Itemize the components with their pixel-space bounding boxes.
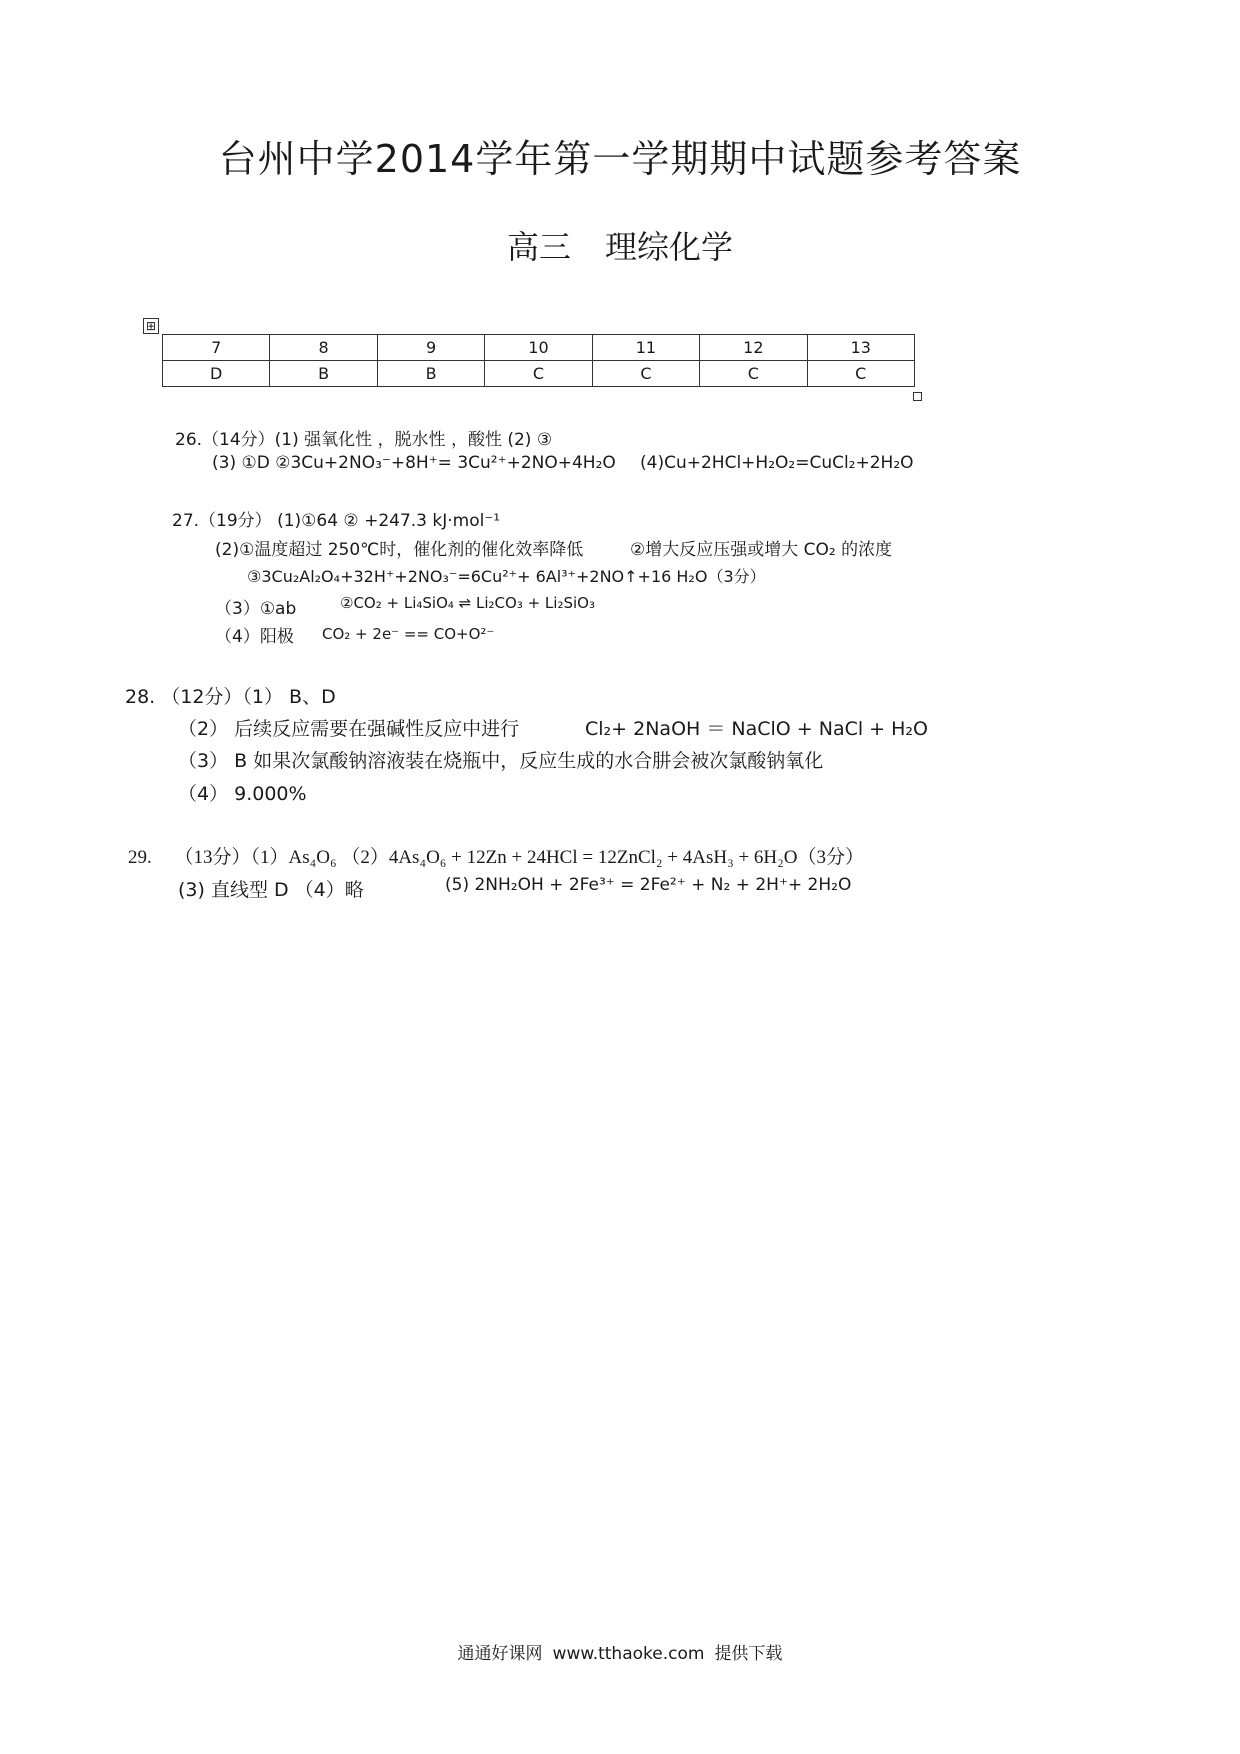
question-number-cell: 11 (592, 335, 699, 361)
q27-line3: ③3Cu₂Al₂O₄+32H⁺+2NO₃⁻=6Cu²⁺+ 6Al³⁺+2NO↑+16 H₂O（3分） (247, 567, 766, 586)
q27-line5b: CO₂ + 2e⁻ == CO+O²⁻ (322, 625, 495, 643)
q28-line2b: Cl₂+ 2NaOH ＝ NaClO + NaCl + H₂O (585, 718, 929, 740)
q26-line2b: (4)Cu+2HCl+H₂O₂=CuCl₂+2H₂O (640, 453, 914, 473)
footer-suffix: 提供下载 (714, 1644, 783, 1664)
answer-cell: C (592, 361, 699, 387)
question-number-cell: 12 (700, 335, 807, 361)
q29-line2b: (5) 2NH₂OH + 2Fe³⁺ = 2Fe²⁺ + N₂ + 2H⁺+ 2H₂O (445, 875, 852, 895)
page-footer (0, 1639, 1240, 1664)
answer-cell: C (485, 361, 592, 387)
q28-line4: （4） 9.000% (178, 783, 307, 805)
q29-head (128, 842, 864, 869)
answer-row (163, 361, 915, 387)
answer-cell: B (270, 361, 377, 387)
question-number-cell: 8 (270, 335, 377, 361)
q27-line4b: ②CO₂ + Li₄SiO₄ ⇌ Li₂CO₃ + Li₂SiO₃ (340, 594, 595, 612)
table-move-icon: ⊞ (143, 318, 159, 334)
page-subtitle (0, 222, 1240, 268)
choice-answer-table (162, 334, 915, 387)
q26-head: 26.（14分）(1) 强氧化性 ，脱水性 ，酸性 (2) ③ (175, 430, 553, 450)
q27-line2b: ②增大反应压强或增大 CO₂ 的浓度 (630, 540, 893, 560)
q28-line2a: （2） 后续反应需要在强碱性反应中进行 (178, 718, 520, 740)
answer-cell: C (807, 361, 914, 387)
q29-head-text: （13分）（1）As₄O₆ （2）4As₄O₆ + 12Zn + 24HCl = 12ZnCl₂ + 4AsH₃ + 6H₂O（3分） (174, 847, 864, 868)
q28-line3: （3） B 如果次氯酸钠溶液装在烧瓶中，反应生成的水合肼会被次氯酸钠氧化 (178, 750, 824, 772)
q29-line2a: (3) 直线型 D （4）略 (178, 879, 364, 901)
question-number-cell: 9 (377, 335, 484, 361)
answer-cell: D (163, 361, 270, 387)
subject-label: 理综化学 (605, 228, 734, 266)
q27-line2a: (2)①温度超过 250℃时，催化剂的催化效率降低 (215, 540, 584, 560)
question-number-cell: 13 (807, 335, 914, 361)
answer-cell: B (377, 361, 484, 387)
q27-line4a: （3）①ab (215, 599, 297, 619)
page-title: 台州中学2014学年第一学期期中试题参考答案 (218, 137, 1022, 181)
question-number-cell: 10 (485, 335, 592, 361)
q29-number: 29. (128, 847, 152, 868)
footer-site-name: 通通好课网 (457, 1644, 543, 1664)
q27-line5a: （4）阳极 (215, 627, 294, 647)
q27-head: 27.（19分） (1)①64 ② +247.3 kJ·mol⁻¹ (172, 511, 501, 531)
q26-line2a: (3) ①D ②3Cu+2NO₃⁻+8H⁺= 3Cu²⁺+2NO+4H₂O (212, 453, 616, 473)
table-resize-handle (913, 392, 922, 401)
question-number-row (163, 335, 915, 361)
question-number-cell: 7 (163, 335, 270, 361)
q28-head: 28. （12分）（1） B、D (125, 686, 336, 708)
footer-url: www.tthaoke.com (552, 1644, 705, 1664)
answer-cell: C (700, 361, 807, 387)
grade-label: 高三 (506, 228, 571, 266)
